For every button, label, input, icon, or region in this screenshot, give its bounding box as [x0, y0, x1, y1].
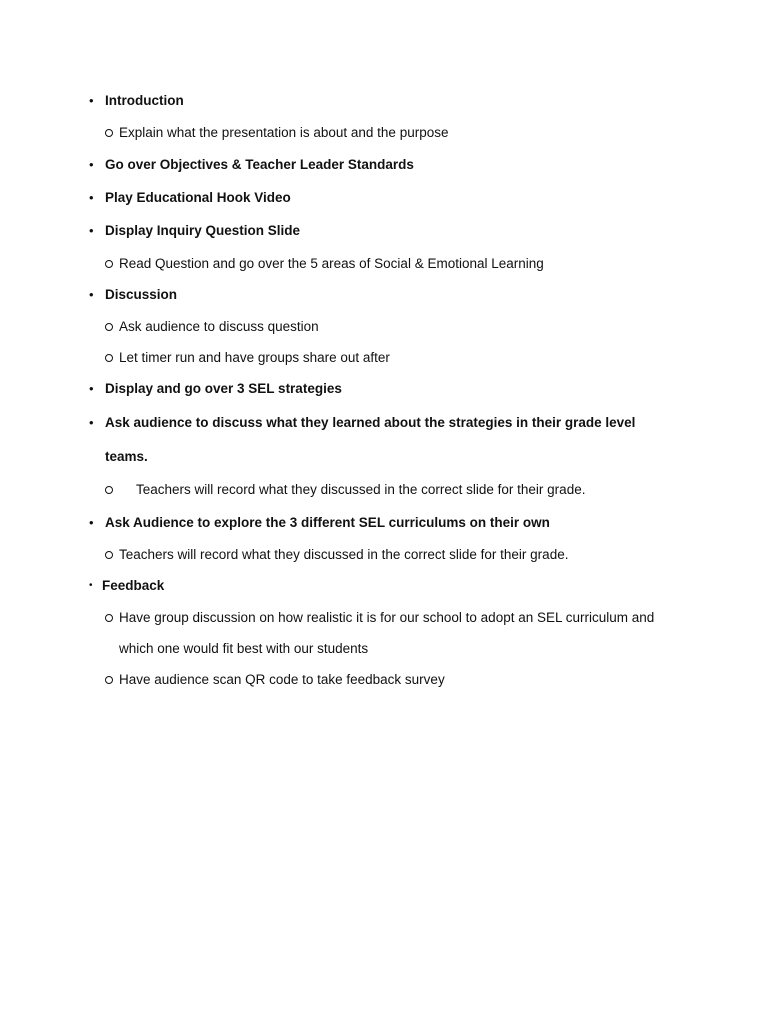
outline-item-text: Display Inquiry Question Slide	[105, 223, 301, 238]
hollow-circle-bullet-icon	[105, 486, 113, 494]
bullet-icon: •	[89, 580, 93, 591]
hollow-circle-bullet-icon	[105, 551, 113, 559]
hollow-circle-bullet-icon	[105, 354, 113, 362]
outline-item-text: Feedback	[102, 578, 165, 593]
bullet-icon: •	[89, 515, 94, 530]
outline-item-text: Ask Audience to explore the 3 different SEL curriculums on their own	[105, 515, 550, 530]
outline-subitem-text: Have group discussion on how realistic it is for our school to adopt an SEL curriculum and	[119, 610, 655, 625]
bullet-icon: •	[89, 93, 94, 108]
outline-subitem-text: Teachers will record what they discussed in the correct slide for their grade.	[119, 547, 569, 562]
outline-item-text: Go over Objectives & Teacher Leader Standards	[105, 157, 414, 172]
outline-item-text: Discussion	[105, 287, 178, 302]
hollow-circle-bullet-icon	[105, 323, 113, 331]
outline-subitem-text: which one would fit best with our students	[119, 641, 369, 656]
outline-subitem-text: Ask audience to discuss question	[119, 319, 319, 334]
outline-subitem-text: Read Question and go over the 5 areas of Social & Emotional Learning	[119, 256, 544, 271]
hollow-circle-bullet-icon	[105, 260, 113, 268]
hollow-circle-bullet-icon	[105, 614, 113, 622]
outline-subitem-text: Let timer run and have groups share out after	[119, 350, 390, 365]
outline-subitem-text: Explain what the presentation is about and the purpose	[119, 125, 449, 140]
bullet-icon: •	[89, 287, 94, 302]
bullet-icon: •	[89, 190, 94, 205]
outline-subitem-text: Have audience scan QR code to take feedback survey	[119, 672, 445, 687]
outline-item-text: Introduction	[105, 93, 184, 108]
outline-item-text: Display and go over 3 SEL strategies	[105, 381, 342, 396]
bullet-icon: •	[89, 415, 94, 430]
bullet-icon: •	[89, 223, 94, 238]
hollow-circle-bullet-icon	[105, 129, 113, 137]
outline-item-text: teams.	[105, 449, 148, 464]
outline-subitem-text: Teachers will record what they discussed in the correct slide for their grade.	[136, 482, 586, 497]
outline-item-text: Ask audience to discuss what they learned about the strategies in their grade level	[105, 415, 636, 430]
hollow-circle-bullet-icon	[105, 676, 113, 684]
bullet-icon: •	[89, 381, 94, 396]
bullet-icon: •	[89, 157, 94, 172]
outline-item-text: Play Educational Hook Video	[105, 190, 291, 205]
